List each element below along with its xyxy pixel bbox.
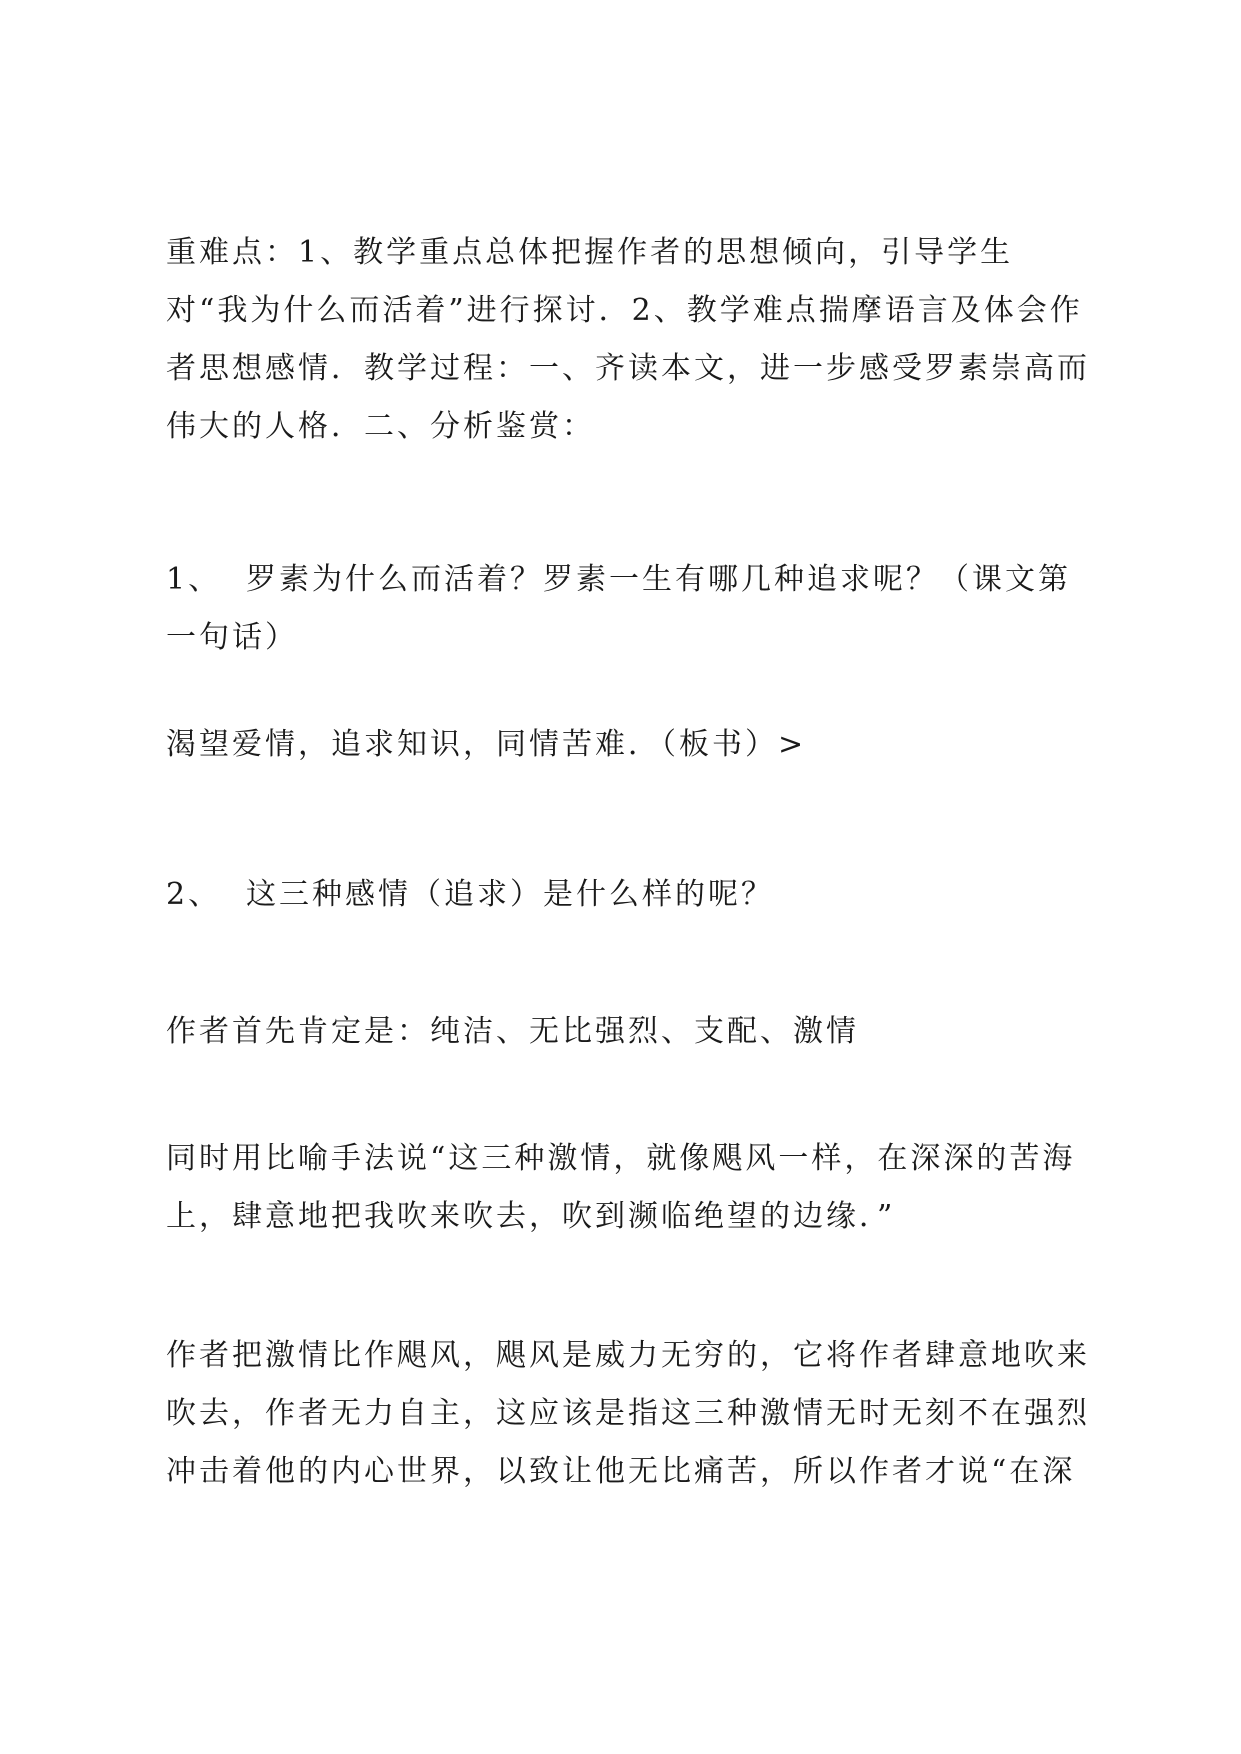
paragraph-question-1 <box>166 551 1096 667</box>
paragraph-answer-2: 作者首先肯定是：纯洁、无比强烈、支配、激情 <box>166 1014 859 1049</box>
paragraph-metaphor: 同时用比喻手法说“这三种激情，就像飓风一样，在深深的苦海上，肆意地把我吹来吹去，吹到濒临绝望的边缘．” <box>166 1141 1076 1234</box>
paragraph-key-points: 重难点：1、教学重点总体把握作者的思想倾向，引导学生对“我为什么而活着”进行探讨．2、教学难点揣摩语言及体会作者思想感情．教学过程：一、齐读本文，进一步感受罗素崇高而伟大的人格．二、分析鉴赏： <box>166 235 1090 444</box>
item-number: 2、 <box>166 877 222 912</box>
item-text: 罗素为什么而活着？罗素一生有哪几种追求呢？（课文第一句话） <box>166 562 1071 655</box>
item-text: 这三种感情（追求）是什么样的呢？ <box>246 877 774 912</box>
paragraph-question-2 <box>166 866 1096 924</box>
paragraph-analysis: 作者把激情比作飓风，飓风是威力无穷的，它将作者肆意地吹来吹去，作者无力自主，这应该是指这三种激情无时无刻不在强烈冲击着他的内心世界，以致让他无比痛苦，所以作者才说“在深 <box>166 1338 1090 1489</box>
paragraph-answer-1: 渴望爱情，追求知识，同情苦难．（板书）> <box>166 727 807 762</box>
item-number: 1、 <box>166 562 222 597</box>
